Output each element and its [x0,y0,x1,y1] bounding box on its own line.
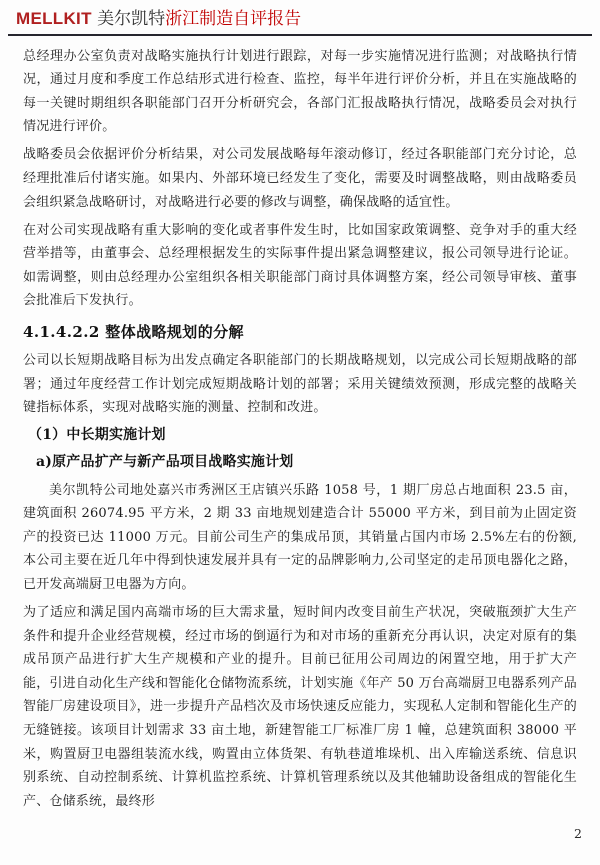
header-company-name: 美尔凯特 [97,9,166,29]
paragraph-strategy-revision: 战略委员会依据评价分析结果，对公司发展战略每年滚动修订，经过各职能部门充分讨论，总经理批准后付诸实施。如果内、外部环境已经发生了变化，需要及时调整战略，则由战略委员会组织紧急战略研讨，对战略进行必要的修改与调整，确保战略的适宜性。 [23,147,577,210]
page-number: 2 [574,826,582,841]
section-heading-strategy-decomposition: 4.1.4.2.2 整体战略规划的分解 [23,323,244,342]
paragraph-strategy-tracking: 总经理办公室负责对战略实施执行计划进行跟踪，对每一步实施情况进行监测；对战略执行情况，通过月度和季度工作总结形式进行检查、监控，每半年进行评价分析，并且在实施战略的每一关键时期组织各职能部门召开分析研究会，各部门汇报战略执行情况，战略委员会对执行情况进行评价。 [23,48,577,135]
document-header [8,0,592,36]
paragraph-plan-decomposition: 公司以长短期战略目标为出发点确定各职能部门的长期战略规划，以完成公司长短期战略的部署；通过年度经营工作计划完成短期战略计划的部署；采用关键绩效预测，形成完整的战略关键指标体系，实现对战略实施的测量、控制和改进。 [23,353,577,416]
header-report-title: 浙江制造自评报告 [165,9,302,29]
list-item-mid-long-term-plan: （1）中长期实施计划 [28,427,166,444]
paragraph-expansion-project: 为了适应和满足国内高端市场的巨大需求量，短时间内改变目前生产状况，突破瓶颈扩大生产条件和提升企业经营规模，经过市场的倒逼行为和对市场的重新充分再认识，决定对原有的集成吊顶产品进行扩大生产规模和产业的提升。目前已征用公司周边的闲置空地，用于扩大产能，引进自动化生产线和智能化仓储物流系统，计划实施《年产 50 万台高端厨卫电器系列产品智能厂房建设项目》，进一步提升产品档次及市场快速反应能力，实现私人定制和智能化生产的无缝链接。该项目计划需求 33 亩土地，新建智能工厂标准厂房 1 幢，总建筑面积 38000 平米，购置厨卫电器组装流水线，购置由立体货架、有轨巷道堆垛机、出入库输送系统、信息识别系统、自动控制系统、计算机监控系统、计算机管理系统以及其他辅助设备组成的智能化生产、仓储系统，最终形 [23,605,577,809]
paragraph-company-overview: 美尔凯特公司地处嘉兴市秀洲区王店镇兴乐路 1058 号，1 期厂房总占地面积 23.5 亩，建筑面积 26074.95 平方米，2 期 33 亩地规划建造合计 55000 平方米，到目前为止固定资产的投资已达 11000 万元。目前公司生产的集成吊顶，其销量占国内市场 2.5%左右的份额,本公司主要在近几年中得到快速发展并具有一定的品牌影响力,公司坚定的走吊顶电器化之路，已开发高端厨卫电器为方向。 [23,482,577,592]
document-body [0,36,600,813]
list-item-product-expansion-plan: a)原产品扩产与新产品项目战略实施计划 [36,453,294,470]
brand-logo-text: MELLKIT [16,9,92,28]
paragraph-emergency-adjustment: 在对公司实现战略有重大影响的变化或者事件发生时，比如国家政策调整、竞争对手的重大经营举措等，由董事会、总经理根据发生的实际事件提出紧急调整建议，报公司领导进行论证。如需调整，则由总经理办公室组织各相关职能部门商讨具体调整方案，经公司领导审核、董事会批准后下发执行。 [23,222,577,309]
